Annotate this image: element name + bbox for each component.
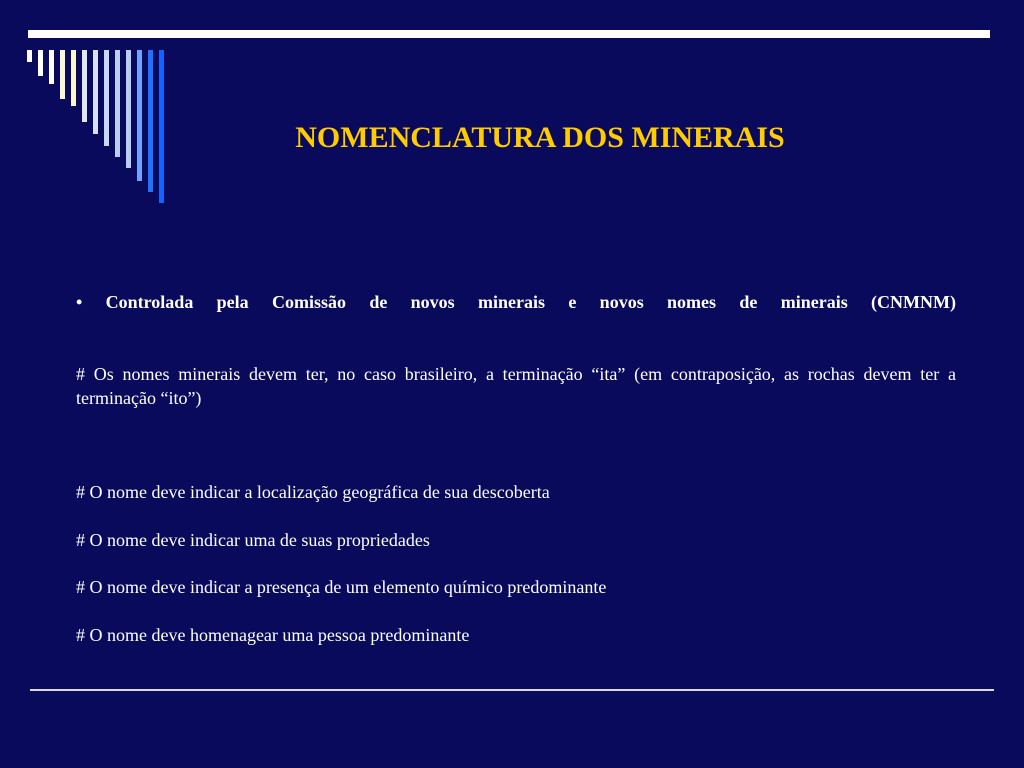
decorative-stripe — [148, 50, 153, 192]
decorative-stripe — [82, 50, 87, 122]
bottom-rule — [30, 689, 994, 691]
decorative-stripe — [104, 50, 109, 146]
decorative-stripe — [71, 50, 76, 106]
slide-title: NOMENCLATURA DOS MINERAIS — [295, 121, 785, 154]
rule-text: # O nome deve indicar uma de suas propriedades — [76, 530, 430, 550]
bullet-text: • Controlada pela Comissão de novos minerais e novos nomes de minerais (CNMNM) — [76, 292, 956, 312]
decorative-stripe — [93, 50, 98, 134]
rule-text: # Os nomes minerais devem ter, no caso brasileiro, a terminação “ita” (em contraposição, as rochas devem ter a terminação “ito”) — [76, 364, 956, 408]
rule-text: # O nome deve indicar a localização geográfica de sua descoberta — [76, 482, 550, 502]
decorative-stripe — [38, 50, 43, 76]
decorative-stripe — [60, 50, 65, 99]
top-rule — [28, 30, 990, 38]
decorative-stripe — [159, 50, 164, 203]
decorative-stripe — [49, 50, 54, 84]
decorative-stripe — [115, 50, 120, 157]
decorative-stripe — [137, 50, 142, 181]
decorative-stripe — [27, 50, 32, 62]
decorative-stripe — [126, 50, 131, 168]
rule-text: # O nome deve homenagear uma pessoa predominante — [76, 625, 470, 645]
rule-text: # O nome deve indicar a presença de um elemento químico predominante — [76, 577, 607, 597]
